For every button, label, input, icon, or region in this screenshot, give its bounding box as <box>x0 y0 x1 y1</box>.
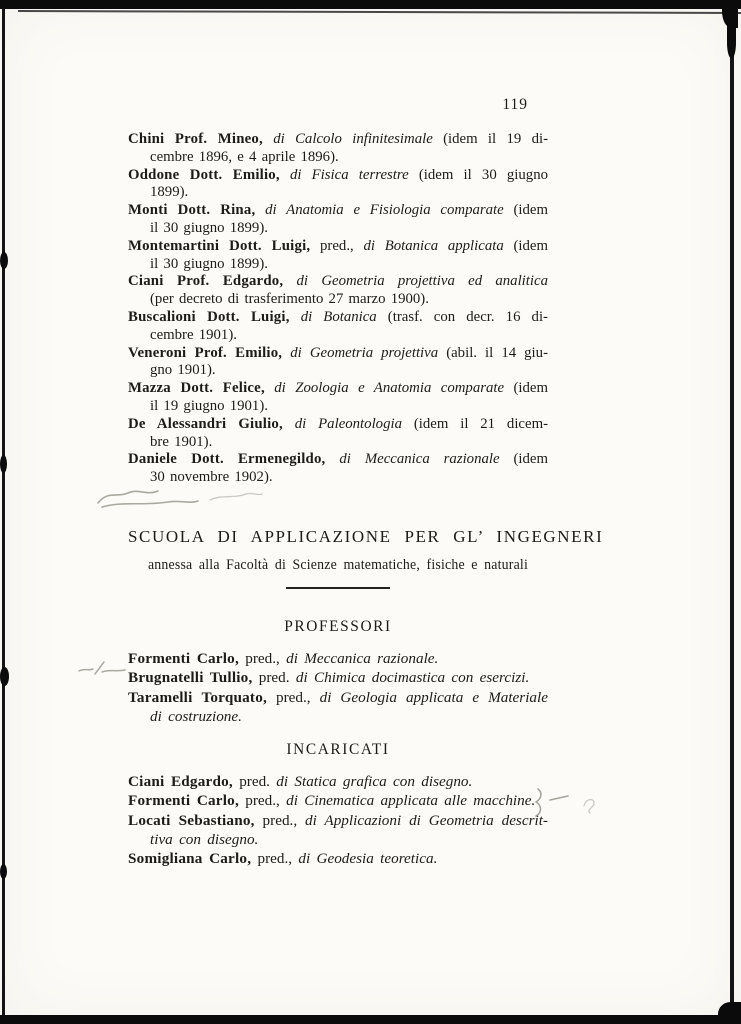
text-line <box>128 202 548 220</box>
text-segment: di Meccanica razionale <box>325 451 514 468</box>
list-item <box>128 849 548 868</box>
list-item <box>128 791 548 810</box>
text-segment: di Fisica terrestre <box>279 166 419 183</box>
list-item <box>128 688 548 727</box>
scan-speck <box>0 252 8 269</box>
text-line <box>128 149 548 167</box>
text-line <box>128 184 548 202</box>
text-segment: gno 1901). <box>150 362 216 379</box>
text-line <box>128 380 548 398</box>
text-segment: (idem <box>513 202 548 219</box>
text-segment: il 30 giugno 1899). <box>150 219 268 236</box>
pencil-brace-mark <box>526 785 608 821</box>
text-segment: Ciani Edgardo, <box>128 773 233 791</box>
text-line <box>128 345 548 363</box>
list-item <box>128 811 548 850</box>
text-line <box>128 273 548 291</box>
text-line <box>128 434 548 452</box>
text-segment: di Geodesia teoretica. <box>298 850 438 868</box>
pencil-scribble <box>94 480 269 512</box>
text-segment: (idem il 30 giugno <box>418 166 549 183</box>
text-line <box>128 220 548 238</box>
scan-edge-right <box>730 0 734 1016</box>
text-line <box>128 649 548 668</box>
text-segment: il 19 giugno 1901). <box>150 397 268 414</box>
text-line <box>128 772 548 791</box>
text-segment: di Geometria projettiva ed analitica <box>283 273 548 290</box>
scan-speck <box>0 455 7 473</box>
text-line <box>128 131 548 149</box>
text-segment: Montemartini Dott. Luigi, <box>128 237 311 254</box>
text-segment: Daniele Dott. Ermenegildo, <box>128 451 326 468</box>
page-number: 119 <box>502 96 528 113</box>
text-line <box>128 291 548 309</box>
text-line <box>128 309 548 327</box>
incaricati-list <box>128 772 548 868</box>
text-line <box>128 362 548 380</box>
section-divider-rule <box>286 587 390 589</box>
text-line <box>128 398 548 416</box>
list-item <box>128 416 548 452</box>
text-segment: (idem il 21 dicem- <box>413 415 549 432</box>
text-segment: pred., <box>310 237 364 254</box>
text-segment: Locati Sebastiano, <box>128 811 255 829</box>
list-item <box>128 131 548 167</box>
text-segment: Brugnatelli Tullio, <box>128 669 253 687</box>
text-segment: di Chimica docimastica con esercizi. <box>295 669 530 687</box>
text-line <box>128 791 548 810</box>
text-segment: (abil. il 14 giu- <box>446 344 548 361</box>
text-segment: pred., <box>266 688 320 706</box>
text-segment: Taramelli Torquato, <box>128 688 267 706</box>
text-segment: di Paleontologia <box>282 415 414 432</box>
text-segment: di Meccanica razionale. <box>286 649 439 667</box>
text-segment: Monti Dott. Rina, <box>128 202 256 219</box>
text-segment: pred. <box>252 669 296 687</box>
text-segment: (per decreto di trasferimento 27 marzo 1900). <box>150 291 429 308</box>
scan-edge-bottom <box>0 1015 741 1024</box>
text-segment: cembre 1901). <box>150 326 237 343</box>
text-segment: di Calcolo infinitesimale <box>262 131 444 147</box>
text-segment: Formenti Carlo, <box>128 792 239 810</box>
list-item <box>128 380 548 416</box>
text-line <box>128 668 548 687</box>
text-line <box>128 830 548 849</box>
school-section-title: SCUOLA DI APPLICAZIONE PER GL’ INGEGNERI <box>128 526 604 546</box>
text-segment: pred. <box>232 773 277 791</box>
text-line <box>128 416 548 434</box>
text-segment: di Statica grafica con disegno. <box>276 773 473 791</box>
text-segment: pred., <box>238 792 287 810</box>
scan-edge-corner-tr <box>727 24 736 58</box>
text-segment: di Applicazioni di Geometria descrit- <box>305 811 548 829</box>
text-line <box>128 849 548 868</box>
incaricati-heading: INCARICATI <box>286 741 390 759</box>
scan-edge-corner-br <box>718 1002 741 1024</box>
text-line <box>128 811 548 830</box>
text-segment: Buscalioni Dott. Luigi, <box>128 308 290 325</box>
professori-heading: PROFESSORI <box>284 617 392 635</box>
pencil-margin-tick <box>76 658 130 682</box>
text-line <box>128 707 548 726</box>
text-segment: bre 1901). <box>150 433 213 450</box>
list-item <box>128 668 548 687</box>
faculty-professor-list <box>128 131 548 487</box>
text-segment: (idem <box>513 451 549 468</box>
list-item <box>128 202 548 238</box>
text-segment: (idem <box>513 380 548 397</box>
list-item <box>128 649 548 668</box>
text-line <box>128 238 548 256</box>
list-item <box>128 167 548 203</box>
list-item <box>128 772 548 791</box>
text-line <box>128 688 548 707</box>
text-segment: di Geometria projettiva <box>282 344 447 361</box>
text-segment: pred., <box>238 649 287 667</box>
text-segment: Mazza Dott. Felice, <box>128 380 265 397</box>
text-segment: di Botanica applicata <box>363 237 514 254</box>
text-line <box>128 167 548 185</box>
text-line <box>128 451 548 469</box>
text-segment: (idem il 19 di- <box>443 131 549 147</box>
text-segment: di costruzione. <box>150 707 242 725</box>
scan-speck <box>0 864 7 879</box>
list-item <box>128 309 548 345</box>
text-line <box>128 256 548 274</box>
text-line <box>128 327 548 345</box>
text-segment: di Geologia applicata e Materiale <box>319 688 548 706</box>
text-segment: di Anatomia e Fisiologia comparate <box>255 202 514 219</box>
text-segment: di Botanica <box>289 308 388 325</box>
text-segment: Veneroni Prof. Emilio, <box>128 344 283 361</box>
text-segment: Chini Prof. Mineo, <box>128 131 263 147</box>
scan-speck <box>0 667 9 686</box>
text-segment: 1899). <box>150 184 189 201</box>
text-segment: cembre 1896, e 4 aprile 1896). <box>150 148 339 165</box>
text-segment: pred., <box>251 850 299 868</box>
text-segment: (trasf. con decr. 16 di- <box>387 308 548 325</box>
text-column <box>128 0 604 869</box>
school-section-subtitle: annessa alla Facoltà di Scienze matematiche, fisiche e naturali <box>147 556 529 573</box>
text-segment: tiva con disegno. <box>150 831 259 849</box>
list-item <box>128 345 548 381</box>
text-segment: pred., <box>254 811 306 829</box>
text-segment: Ciani Prof. Edgardo, <box>128 273 284 290</box>
text-segment: il 30 giugno 1899). <box>150 255 268 272</box>
professori-list <box>128 649 548 726</box>
text-segment: Oddone Dott. Emilio, <box>128 166 280 183</box>
list-item <box>128 238 548 274</box>
list-item <box>128 273 548 309</box>
text-segment: 30 novembre 1902). <box>150 469 273 486</box>
text-segment: di Cinematica applicata alle macchine. <box>286 792 536 810</box>
text-segment: di Zoologia e Anatomia comparate <box>264 380 514 397</box>
text-segment: De Alessandri Giulio, <box>128 415 283 432</box>
text-segment: Somigliana Carlo, <box>128 850 252 868</box>
text-segment: Formenti Carlo, <box>128 649 239 667</box>
text-segment: (idem <box>513 237 548 254</box>
